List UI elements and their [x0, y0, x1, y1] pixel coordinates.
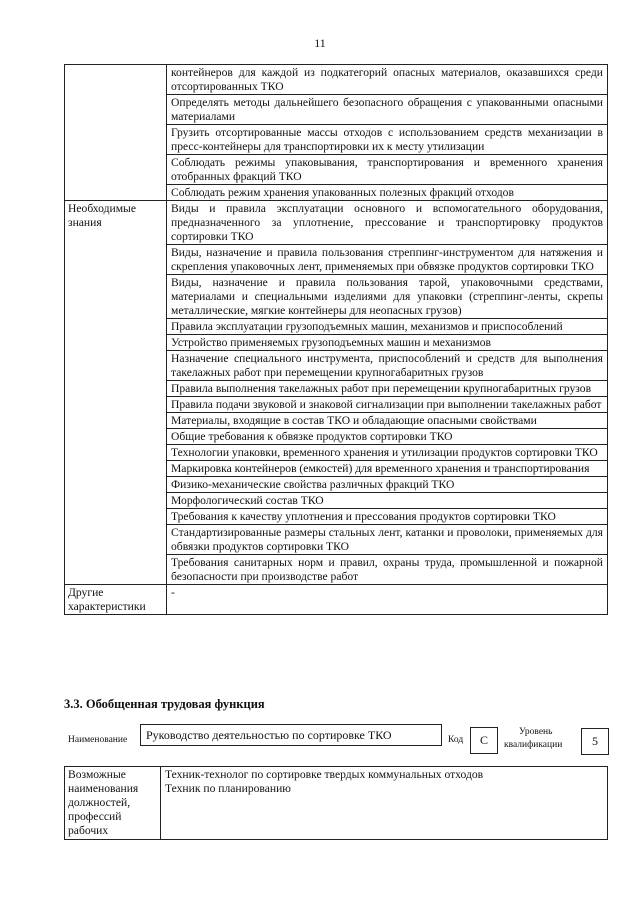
skill-item: Соблюдать режим хранения упакованных полезных фракций отходов	[167, 185, 608, 201]
skill-item: Соблюдать режимы упаковывания, транспортирования и временного хранения отобранных фракций ТКО	[167, 155, 608, 185]
table-row	[65, 65, 608, 95]
section-title: 3.3. Обобщенная трудовая функция	[64, 697, 265, 711]
knowledge-label: Необходимые знания	[65, 201, 167, 585]
name-label: Наименование	[68, 735, 128, 745]
knowledge-item: Требования санитарных норм и правил, охраны труда, промышленной и пожарной безопасности при производстве работ	[167, 555, 608, 585]
other-value: -	[167, 585, 608, 615]
knowledge-item: Общие требования к обвязке продуктов сортировки ТКО	[167, 429, 608, 445]
skill-item: Грузить отсортированные массы отходов с использованием средств механизации в пресс-контейнеры для транспортировки их к месту утилизации	[167, 125, 608, 155]
position-item: Техник по планированию	[165, 782, 291, 795]
knowledge-item: Стандартизированные размеры стальных лент, катанки и проволоки, применяемых для обвязки продуктов сортировки ТКО	[167, 525, 608, 555]
function-header-row	[64, 724, 612, 756]
knowledge-item: Маркировка контейнеров (емкостей) для временного хранения и транспортирования	[167, 461, 608, 477]
skills-label-cell	[65, 65, 167, 201]
other-label: Другие характеристики	[65, 585, 167, 615]
knowledge-item: Морфологический состав ТКО	[167, 493, 608, 509]
positions-label: Возможные наименования должностей, профессий рабочих	[65, 767, 161, 840]
code-box: С	[470, 727, 498, 754]
table-row	[65, 767, 608, 840]
knowledge-item: Технологии упаковки, временного хранения и утилизации продуктов сортировки ТКО	[167, 445, 608, 461]
positions-table	[64, 766, 608, 840]
knowledge-item: Физико-механические свойства различных фракций ТКО	[167, 477, 608, 493]
knowledge-item: Виды, назначение и правила пользования стреппинг-инструментом для натяжения и скрепления упаковочных лент, применяемых при обвязке продуктов сортировки ТКО	[167, 245, 608, 275]
code-label: Код	[448, 735, 464, 745]
knowledge-item: Виды, назначение и правила пользования тарой, упаковочными средствами, материалами и специальными изделиями для упаковки (стреппинг-ленты, скрепы металлические, мягкие контейнеры для неопасных грузов)	[167, 275, 608, 319]
skill-item: контейнеров для каждой из подкатегорий опасных материалов, оказавшихся среди отсортированных ТКО	[167, 65, 608, 95]
knowledge-item: Правила подачи звуковой и знаковой сигнализации при выполнении такелажных работ	[167, 397, 608, 413]
knowledge-item: Материалы, входящие в состав ТКО и обладающие опасными свойствами	[167, 413, 608, 429]
table-row	[65, 201, 608, 245]
knowledge-item: Виды и правила эксплуатации основного и вспомогательного оборудования, предназначенного за уплотнение, прессование и транспортировку продуктов сортировки ТКО	[167, 201, 608, 245]
position-item: Техник-технолог по сортировке твердых коммунальных отходов	[165, 768, 484, 781]
knowledge-item: Назначение специального инструмента, приспособлений и средств для выполнения такелажных работ при перемещении крупногабаритных грузов	[167, 351, 608, 381]
knowledge-item: Требования к качеству уплотнения и прессования продуктов сортировки ТКО	[167, 509, 608, 525]
knowledge-table	[64, 64, 608, 615]
table-row	[65, 585, 608, 615]
level-box: 5	[581, 728, 609, 755]
function-name-box: Руководство деятельностью по сортировке ТКО	[140, 724, 442, 746]
positions-values	[161, 767, 608, 840]
level-label-1: Уровень	[519, 727, 553, 737]
skill-item: Определять методы дальнейшего безопасного обращения с упакованными опасными материалами	[167, 95, 608, 125]
knowledge-item: Устройство применяемых грузоподъемных машин и механизмов	[167, 335, 608, 351]
level-label-2: квалификации	[504, 740, 563, 750]
page-number: 11	[314, 36, 326, 50]
knowledge-item: Правила эксплуатации грузоподъемных машин, механизмов и приспособлений	[167, 319, 608, 335]
knowledge-item: Правила выполнения такелажных работ при перемещении крупногабаритных грузов	[167, 381, 608, 397]
